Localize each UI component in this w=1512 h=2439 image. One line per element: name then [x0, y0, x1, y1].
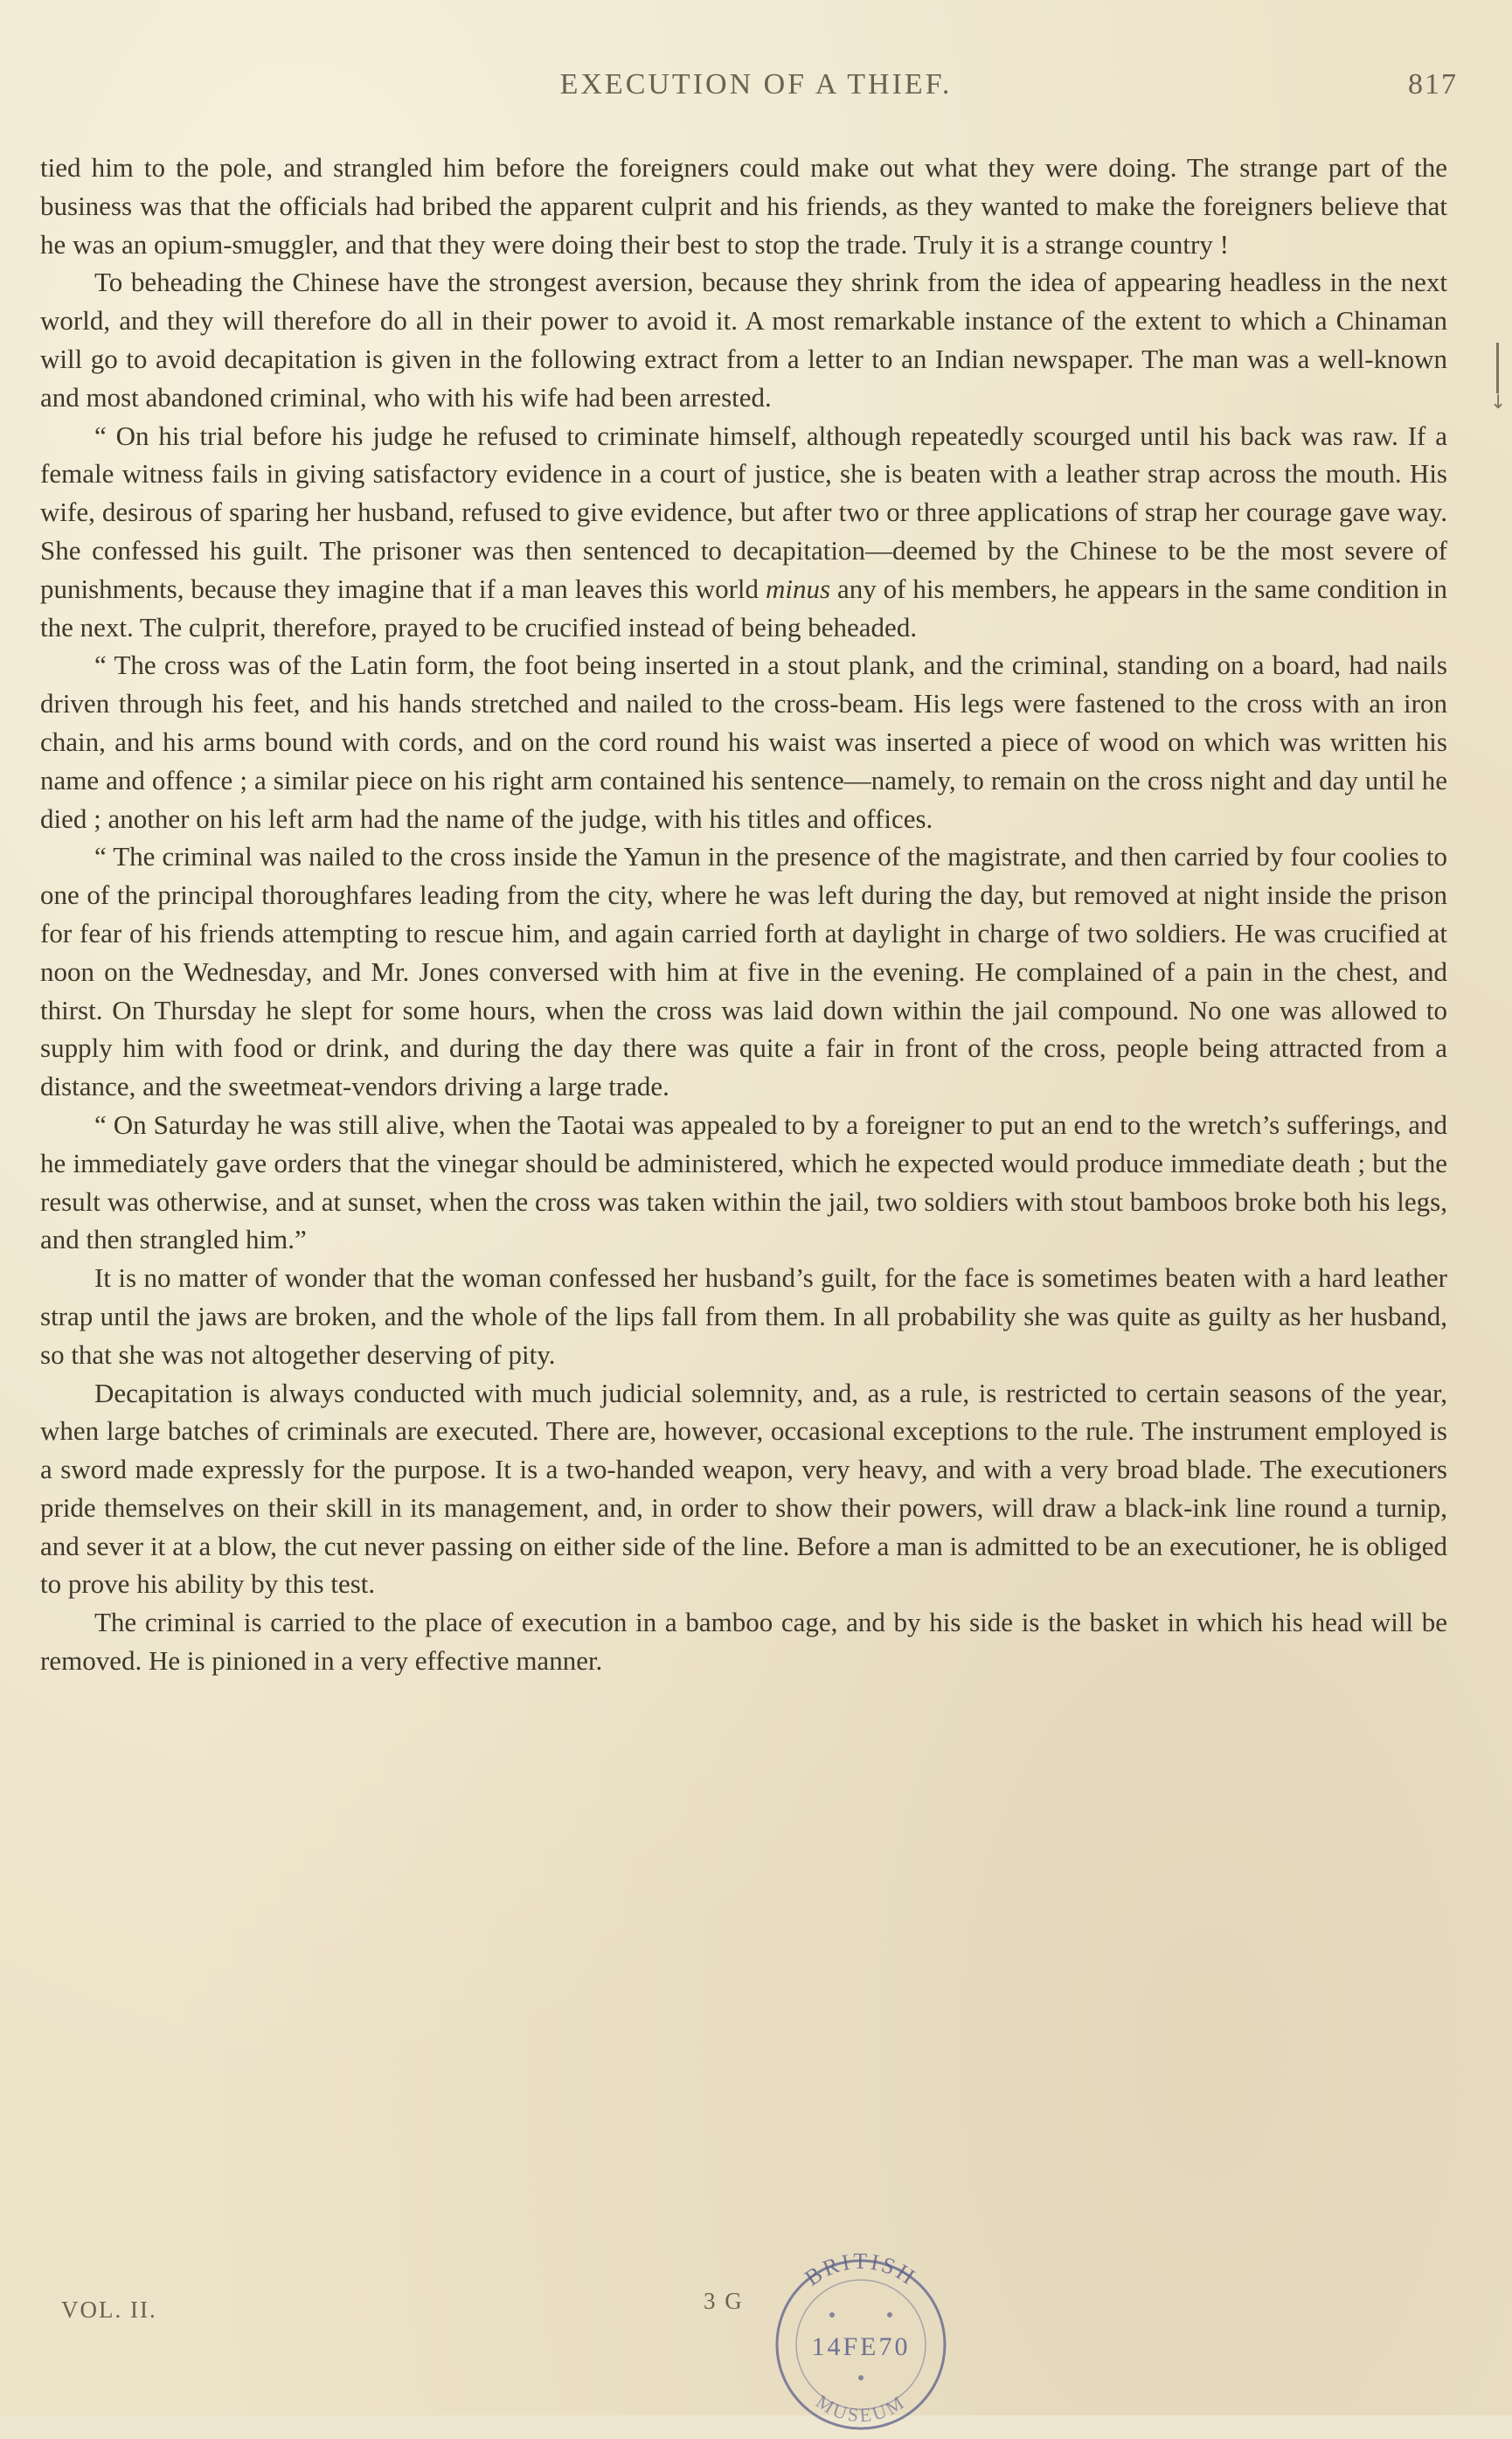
footer-volume: VOL. II. [61, 2297, 157, 2323]
page-number: 817 [1408, 68, 1458, 101]
stamp-date: 14FE70 [811, 2332, 911, 2361]
running-head [0, 68, 1512, 112]
paragraph-5: “ The criminal was nailed to the cross inside the Yamun in the presence of the magistrate, and then carried by four coolies to one of the principal thoroughfares leading from the city, where he was left during the day, but removed at night inside the prison for fear of his friends attempting to rescue him, and again carried forth at daylight in charge of two soldiers. He was crucified at noon on the Wednesday, and Mr. Jones conversed with him at five in the evening. He complained of a pain in the chest, and thirst. On Thursday he slept for some hours, when the cross was laid down within the jail compound. No one was allowed to supply him with food or drink, and during the day there was quite a fair in front of the cross, people being attracted from a distance, and the sweetmeat-vendors driving a large trade. [40, 841, 1447, 1102]
paragraph-1: tied him to the pole, and strangled him before the foreigners could make out what they were doing. The strange part of the business was that the officials had bribed the apparent culprit and his friends, as they wanted to make the foreigners believe that he was an opium-smuggler, and that they were doing their best to stop the trade. Truly it is a strange country ! [40, 152, 1447, 260]
paragraph-9: The criminal is carried to the place of execution in a bamboo cage, and by his side is the basket in which his head will be removed. He is pinioned in a very effective manner. [40, 1607, 1447, 1677]
paragraph-3 [40, 417, 1447, 647]
paragraph-4: “ The cross was of the Latin form, the foot being inserted in a stout plank, and the criminal, standing on a board, had nails driven through his feet, and his hands stretched and nailed to the cross-beam. His legs were fastened to the cross with an iron chain, and his arms bound with cords, and on the cord round his waist was inserted a piece of wood on which was written his name and offence ; a similar piece on his right arm contained his sentence—namely, to remain on the cross night and day until he died ; another on his left arm had the name of the judge, with his titles and offices. [40, 650, 1447, 834]
stamp-top-text: BRITISH [800, 2248, 922, 2291]
svg-text:BRITISH [801, 2248, 922, 2291]
italic-word-minus: minus [765, 573, 831, 604]
running-title: EXECUTION OF A THIEF. [559, 68, 953, 101]
paragraph-3-part-2: any of his members, he appears in the same condition in the next. The culprit, therefore, prayed to be crucified instead of being beheaded. [40, 573, 1448, 643]
paragraph-6: “ On Saturday he was still alive, when the Taotai was appealed to by a foreigner to put an end to the wretch’s sufferings, and he immediately gave orders that the vinegar should be administered, which he expected would produce immediate death ; but the result was otherwise, and at sunset, when the cross was taken within the jail, two soldiers with stout bamboos broke both his legs, and then strangled him.” [40, 1108, 1447, 1255]
library-stamp-icon [760, 2247, 961, 2439]
paragraph-2: To beheading the Chinese have the strongest aversion, because they shrink from the idea of appearing headless in the next world, and they will therefore do all in their power to avoid it. A most remarkable instance of the extent to which a Chinaman will go to avoid decapitation is given in the following extract from a letter to an Indian newspaper. The man was a well-known and most abandoned criminal, who with his wife had been arrested. [40, 267, 1447, 413]
stamp-bottom-text: MUSEUM [812, 2390, 910, 2427]
margin-line-mark [1496, 343, 1499, 393]
paragraph-3-part-1: “ On his trial before his judge he refused to criminate himself, although repeatedly scourged until his back was raw. If a female witness fails in giving satisfactory evidence in a court of justice, she is beaten with a leather strap across the mouth. His wife, desirous of sparing her husband, refused to give evidence, but after two or three applications of strap her courage gave way. She confessed his guilt. The prisoner was then sentenced to decapitation—deemed by the Chinese to be the most severe of punishments, because they imagine that if a man leaves this world [40, 420, 1447, 604]
paragraph-7: It is no matter of wonder that the woman confessed her husband’s guilt, for the face is sometimes beaten with a hard leather strap until the jaws are broken, and the whole of the lips fall from them. In all probability she was quite as guilty as her husband, so that she was not altogether deserving of pity. [40, 1262, 1447, 1370]
body-text [40, 149, 1447, 1680]
margin-arrow-icon: ↓ [1490, 392, 1507, 413]
paragraph-8: Decapitation is always conducted with much judicial solemnity, and, as a rule, is restricted to certain seasons of the year, when large batches of criminals are executed. There are, however, occasional exceptions to the rule. The instrument employed is a sword made expressly for the purpose. It is a two-handed weapon, very heavy, and with a very broad blade. The executioners pride themselves on their skill in its management, and, in order to show their powers, will draw a black-ink line round a turnip, and sever it at a blow, the cut never passing on either side of the line. Before a man is admitted to be an executioner, he is obliged to prove his ability by this test. [40, 1377, 1447, 1600]
footer-signature-mark: 3 G [704, 2288, 744, 2314]
